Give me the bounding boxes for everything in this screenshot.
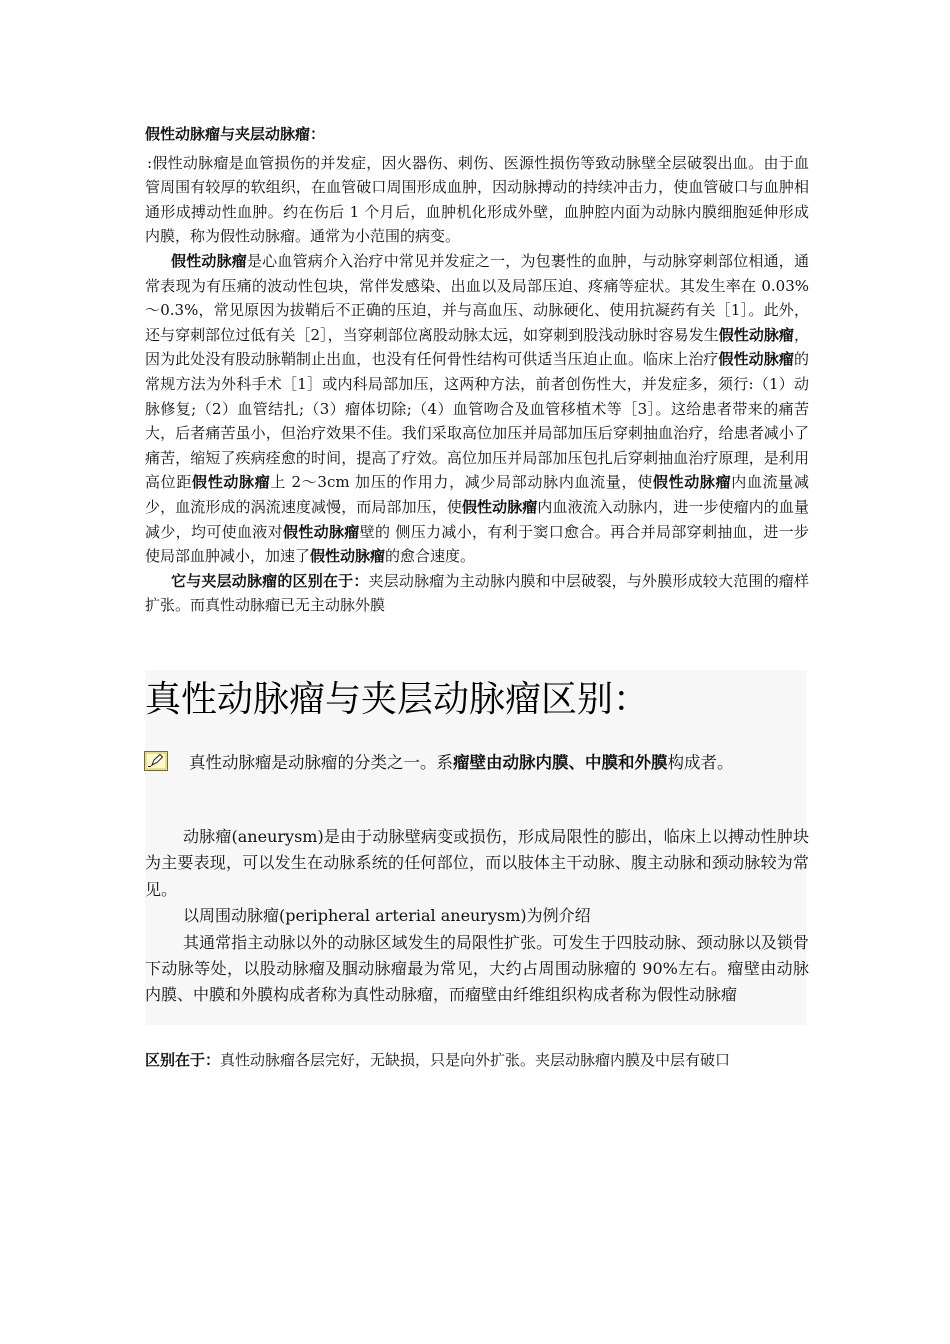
term-pseudoaneurysm: 假性动脉瘤 [310, 547, 386, 566]
section-pseudoaneurysm [145, 122, 809, 618]
term-pseudoaneurysm: 假性动脉瘤 [718, 325, 794, 344]
section-true-aneurysm [145, 824, 809, 1009]
paragraph-text: 上 2～3cm 加压的作用力，减少局部动脉内血流量，使 [270, 473, 653, 492]
paragraph-aneurysm: 动脉瘤(aneurysm)是由于动脉壁病变或损伤，形成局限性的膨出，临床上以搏动性肿块为主要表现，可以发生在动脉系统的任何部位，而以肢体主干动脉、腹主动脉和颈动脉较为常见。 [145, 827, 809, 899]
term-pseudoaneurysm: 假性动脉瘤 [282, 522, 360, 541]
paragraph-example: 以周围动脉瘤(peripheral arterial aneurysm)为例介绍 [183, 906, 591, 926]
term-pseudoaneurysm: 假性动脉瘤 [652, 473, 732, 492]
note-end: 构成者。 [667, 753, 734, 772]
term-pseudoaneurysm: 假性动脉瘤 [192, 473, 271, 492]
difference-line [145, 1048, 809, 1072]
paragraph-text: 的常规方法为外科手术［1］或内科局部加压，这两种方法，前者创伤性大，并发症多，须行:（1）动脉修复;（2）血管结扎;（3）瘤体切除;（4）血管吻合及血管移植术等［3］。这给患者带来的痛苦大，后者痛苦虽小，但治疗效果不佳。我们采取高位加压并局部加压后穿刺抽血治疗，给患者减小了痛苦，缩短了疾病痊愈的时间，提高了疗效。高位加压并局部加压包扎后穿刺抽血治疗原理，是利用高位距 [145, 350, 809, 492]
paragraph-text: 内血流量减少，血流形成的涡流速度减慢，而局部加压，使 [145, 473, 809, 516]
paragraph-text: 壁的 侧压力减小，有利于窦口愈合。再合并局部穿刺抽血，进一步使局部血肿减小，加速了 [145, 522, 809, 566]
note-bold: 瘤壁由动脉内膜、中膜和外膜 [453, 753, 668, 772]
paragraph-text: 内血液流入动脉内，进一步使瘤内的血量减少，均可使血液对 [145, 497, 809, 541]
paragraph-difference [145, 569, 809, 618]
paragraph-text: ，因为此处没有股动脉鞘制止出血，也没有任何骨性结构可供适当压迫止血。临床上治疗 [145, 325, 809, 369]
paragraph-definition: :假性动脉瘤是血管损伤的并发症，因火器伤、刺伤、医源性损伤等致动脉壁全层破裂出血。由于血管周围有较厚的软组织，在血管破口周围形成血肿，因动脉搏动的持续冲击力，使血管破口与血肿相通形成搏动性血肿。约在伤后 1 个月后，血肿机化形成外壁，血肿腔内面为动脉内膜细胞延伸形成内膜，称为假性动脉瘤。通常为小范围的病变。 [145, 153, 809, 246]
paragraph-text: 是心血管病介入治疗中常见并发症之一，为包裹性的血肿，与动脉穿刺部位相通，通常表现为有压痛的波动性包块，常伴发感染、出血以及局部压迫、疼痛等症状。其发生率在 0.03%～0.3%，常见原因为拔鞘后不正确的压迫，并与高血压、动脉硬化、使用抗凝药有关［1］。此外，还与穿刺部位过低有关［2］，当穿刺部位离股动脉太远，如穿刺到股浅动脉时容易发生 [145, 251, 809, 344]
term-pseudoaneurysm: 假性动脉瘤 [718, 350, 794, 369]
difference-text: 夹层动脉瘤为主动脉内膜和中层破裂，与外膜形成较大范围的瘤样扩张。而真性动脉瘤已无主动脉外膜 [145, 571, 809, 615]
paragraph-text: 的愈合速度。 [385, 547, 476, 566]
paragraph-peripheral: 其通常指主动脉以外的动脉区域发生的局限性扩张。可发生于四肢动脉、颈动脉以及锁骨下动脉等处，以股动脉瘤及腘动脉瘤最为常见，大约占周围动脉瘤的 90%左右。瘤壁由动脉内膜、中膜和外膜构成者称为真性动脉瘤，而瘤壁由纤维组织构成者称为假性动脉瘤 [145, 932, 809, 1005]
note-text: 真性动脉瘤是动脉瘤的分类之一。系 [189, 753, 453, 772]
section-heading: 假性动脉瘤与夹层动脉瘤： [145, 125, 326, 143]
term-pseudoaneurysm: 假性动脉瘤 [171, 251, 247, 270]
term-pseudoaneurysm: 假性动脉瘤 [461, 497, 538, 516]
difference-label: 它与夹层动脉瘤的区别在于： [171, 571, 369, 590]
note-line [189, 750, 734, 776]
section-title: 真性动脉瘤与夹层动脉瘤区别： [145, 679, 650, 720]
difference-line-text: 真性动脉瘤各层完好，无缺损，只是向外扩张。夹层动脉瘤内膜及中层有破口 [220, 1051, 731, 1069]
difference-line-label: 区别在于： [145, 1051, 221, 1069]
paragraph-treatment [145, 249, 809, 569]
note-edit-icon [144, 751, 168, 771]
